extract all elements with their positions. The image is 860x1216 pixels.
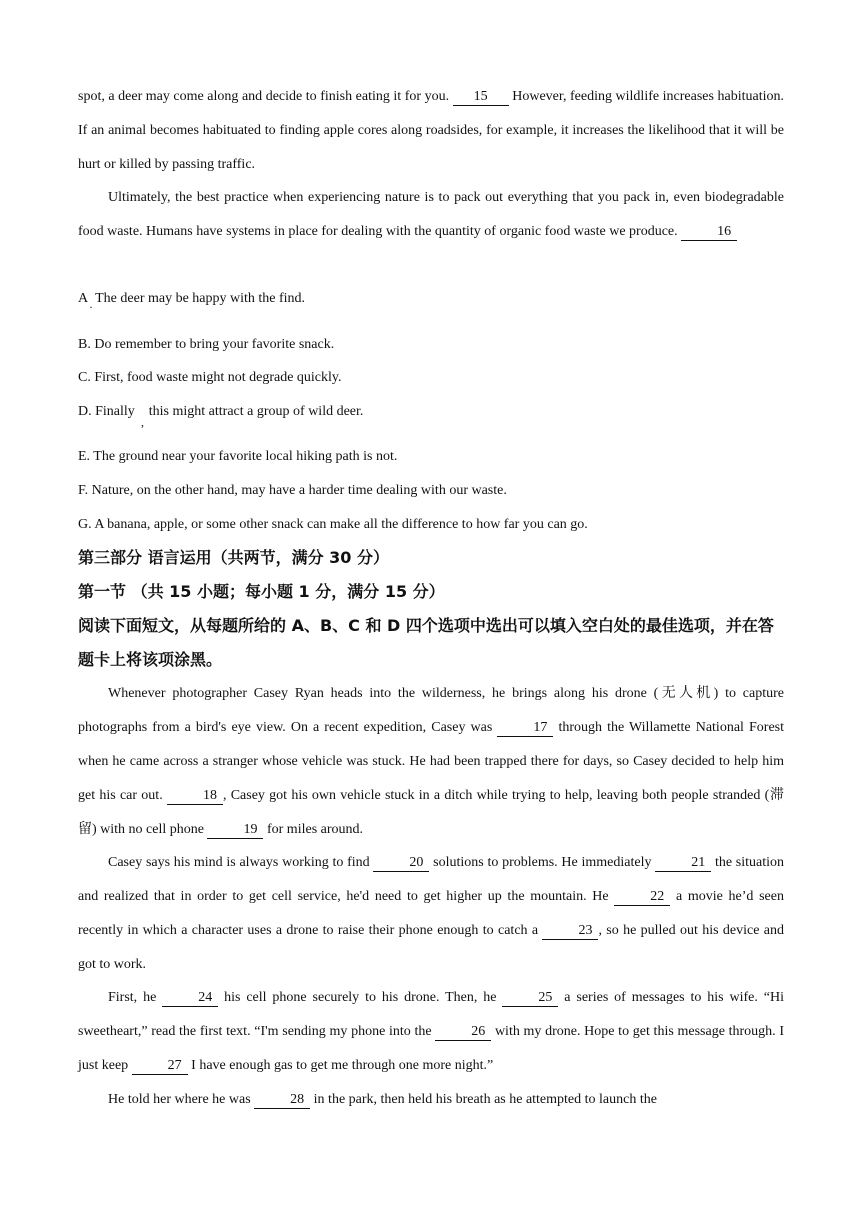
option-d-rest: this might attract a group of wild deer. xyxy=(148,404,364,419)
part3-heading: 第三部分 语言运用（共两节，满分 30 分） xyxy=(78,548,389,567)
option-e: E. The ground near your favorite local hiking path is not. xyxy=(78,449,398,464)
text-run: his cell phone securely to his drone. Then, he xyxy=(218,990,503,1005)
text-run: a movie he’d seen recently in which a character uses a drone to raise their phone enough to catch a xyxy=(78,889,784,938)
text-run: , so he pulled out his device and got to work. xyxy=(78,923,784,972)
instruction-heading: 阅读下面短文，从每题所给的 A、B、C 和 D 四个选项中选出可以填入空白处的最佳选项，并在答题卡上将该项涂黑。 xyxy=(78,616,774,669)
blank-28: 28 xyxy=(254,1092,310,1109)
blank-23: 23 xyxy=(542,923,598,940)
paragraph-told-her xyxy=(78,1083,784,1117)
option-a-letter: A xyxy=(78,291,89,306)
option-a xyxy=(78,289,305,309)
option-d-comma: , xyxy=(141,415,144,429)
blank-16: 16 xyxy=(681,224,737,241)
blank-15: 15 xyxy=(453,89,509,106)
text-run: in the park, then held his breath as he attempted to launch the xyxy=(310,1092,657,1107)
blank-17: 17 xyxy=(497,720,553,737)
option-d-start: D. Finally xyxy=(78,404,135,419)
option-b: B. Do remember to bring your favorite snack. xyxy=(78,337,335,352)
text-run: Casey says his mind is always working to find xyxy=(108,855,374,870)
text-run: First, he xyxy=(108,990,163,1005)
text-run: through the Willamette National Forest when he came across a stranger whose vehicle was stuck. He had been trapped there for days, so Casey decided to help him get his car out. xyxy=(78,720,785,803)
option-d xyxy=(78,402,363,422)
option-g: G. A banana, apple, or some other snack can make all the difference to how far you can go. xyxy=(78,517,588,532)
text-run: However, feeding wildlife increases habituation. If an animal becomes habituated to finding apple cores along roadsides, for example, it increases the likelihood that it will be hurt or killed by passing traffic. xyxy=(78,89,784,172)
blank-25: 25 xyxy=(502,990,558,1007)
paragraph-first-he xyxy=(78,981,784,1083)
text-run: I have enough gas to get me through one more night.” xyxy=(187,1058,494,1073)
option-f: F. Nature, on the other hand, may have a harder time dealing with our waste. xyxy=(78,483,507,498)
text-run: , Casey got his own vehicle stuck in a ditch while trying to help, leaving both people stranded (滞留) with no cell phone xyxy=(78,788,784,837)
text-run: Whenever photographer Casey Ryan heads into the wilderness, he brings along his drone (无人机) to capture photographs from a bird's eye view. On a recent expedition, Casey was xyxy=(78,686,784,735)
blank-20: 20 xyxy=(373,855,429,872)
blank-22: 22 xyxy=(614,889,670,906)
option-a-text: The deer may be happy with the find. xyxy=(95,291,306,306)
text-run: with my drone. Hope to get this message through. I just keep xyxy=(78,1024,785,1073)
blank-26: 26 xyxy=(435,1024,491,1041)
option-c: C. First, food waste might not degrade quickly. xyxy=(78,370,342,385)
paragraph-casey-mind xyxy=(78,846,784,982)
paragraph-casey-intro xyxy=(78,677,784,847)
blank-27: 27 xyxy=(132,1058,188,1075)
text-run: Ultimately, the best practice when experiencing nature is to pack out everything that you pack in, even biodegradable food waste. Humans have systems in place for dealing with the quantity of organic food waste we produce. xyxy=(78,190,784,239)
blank-19: 19 xyxy=(207,822,263,839)
text-run: a series of messages to his wife. “Hi sweetheart,” read the first text. “I'm sending my phone into the xyxy=(78,990,785,1039)
text-run: spot, a deer may come along and decide to finish eating it for you. xyxy=(78,89,453,104)
blank-21: 21 xyxy=(655,855,711,872)
paragraph-feeding-wildlife xyxy=(78,80,784,182)
text-run: He told her where he was xyxy=(108,1092,255,1107)
section1-heading: 第一节 （共 15 小题；每小题 1 分，满分 15 分） xyxy=(78,582,445,601)
paragraph-ultimately xyxy=(78,181,784,249)
text-run: for miles around. xyxy=(263,822,364,837)
text-run: the situation and realized that in order to get cell service, he'd need to get higher up the mountain. He xyxy=(78,855,785,904)
blank-18: 18 xyxy=(167,788,223,805)
option-a-dot: · xyxy=(89,300,93,314)
text-run: solutions to problems. He immediately xyxy=(429,855,656,870)
blank-24: 24 xyxy=(162,990,218,1007)
